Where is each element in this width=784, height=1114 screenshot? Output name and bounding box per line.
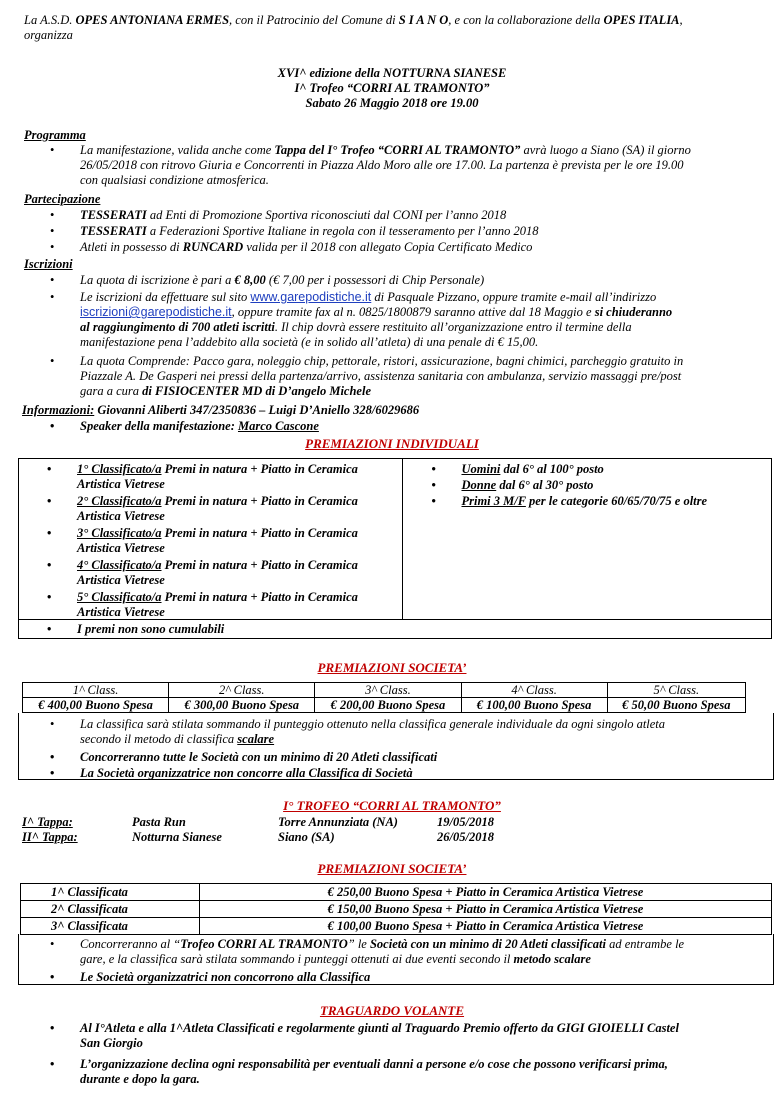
speaker-line (80, 419, 319, 434)
town-name: S I A N O (398, 13, 449, 27)
category-text: dal 6° al 30° posto (496, 478, 594, 492)
classificato-label: 5° Classificato/a (77, 590, 162, 604)
traguardo-text-1b: San Giorgio (80, 1036, 143, 1050)
programma-trofeo: Tappa del I° Trofeo “CORRI AL TRAMONTO” (274, 143, 521, 157)
category-text: per le categorie 60/65/70/75 e oltre (525, 494, 708, 508)
soc2-position: 1^ Classificata (21, 884, 200, 901)
traguardo-heading: TRAGUARDO VOLANTE (319, 1003, 465, 1018)
class-value: € 300,00 Buono Spesa (169, 698, 315, 713)
premiazioni-societa-2-table (20, 883, 772, 935)
programma-heading: Programma (24, 128, 86, 142)
iscrizioni-comprende (80, 354, 760, 399)
tappa-date: 26/05/2018 (437, 830, 494, 844)
premiazioni-individuali-table (18, 458, 772, 639)
intro-organizza: organizza (24, 28, 73, 42)
partecipazione-text-2: a Federazioni Sportive Italiane in regola con il tesseramento per l’anno 2018 (146, 224, 539, 238)
prize-text: Premi in natura + Piatto in Ceramica (161, 462, 358, 476)
soc2-row (21, 884, 772, 901)
soc1-note-2: • Concorreranno tutte le Società con un minimo di 20 Atleti classificati (80, 750, 437, 765)
category-label: Uomini (461, 462, 501, 476)
soc2-note-1f: gare, e la classifica sarà stilata sommando i punteggi ottenuti ai due eventi secondo il (80, 952, 514, 966)
soc2-prize: € 100,00 Buono Spesa + Piatto in Ceramica Artistica Vietrese (200, 918, 772, 935)
intro-line (24, 13, 764, 28)
iscrizioni-fax-text: , oppure tramite fax al n. 0825/1800879 saranno attive dal 18 Maggio e (231, 305, 595, 319)
soc2-row (21, 901, 772, 918)
tappa-name: Notturna Sianese (132, 830, 222, 844)
comprende-line-2: Piazzale A. De Gasperi nei pressi della partenza/arrivo, assistenza sanitaria con ambulanza, servizio massaggi pre/post (80, 369, 682, 383)
email-link[interactable]: iscrizioni@garepodistiche.it (80, 305, 232, 319)
trofeo-heading: I° TROFEO “CORRI AL TRAMONTO” (283, 798, 501, 813)
class-value: € 400,00 Buono Spesa (23, 698, 169, 713)
title-line3: Sabato 26 Maggio 2018 ore 19.00 (305, 96, 479, 110)
prize-text-2: Artistica Vietrese (77, 573, 165, 587)
partecipazione-text-1: ad Enti di Promozione Sportiva riconosciuti dal CONI per l’anno 2018 (146, 208, 507, 222)
prem-ind-left-item (77, 462, 397, 492)
comprende-line-3a: gara a cura (80, 384, 143, 398)
soc1-note-1a: La classifica sarà stilata sommando il punteggio ottenuto nella classifica generale individuale da ogni singolo atleta (80, 717, 666, 731)
fisiocenter-text: di FISIOCENTER MD di D’angelo Michele (142, 384, 371, 398)
programma-item (80, 143, 760, 188)
iscrizioni-modalita (80, 290, 760, 350)
prem-ind-right-item (461, 462, 603, 477)
prem-ind-left-cell (19, 459, 403, 620)
prize-text-2: Artistica Vietrese (77, 541, 165, 555)
prem-ind-note-cell (19, 620, 772, 639)
prem-ind-right-cell (403, 459, 772, 620)
title-line1: XVI^ edizione della NOTTURNA SIANESE (277, 66, 507, 80)
class-value: € 100,00 Buono Spesa (461, 698, 607, 713)
runcard-label: RUNCARD (182, 240, 244, 254)
partecipazione-text-3a: Atleti in possesso di (80, 240, 183, 254)
soc2-prize: € 250,00 Buono Spesa + Piatto in Ceramica Artistica Vietrese (200, 884, 772, 901)
partecipazione-heading: Partecipazione (24, 192, 101, 206)
tappa-date: 19/05/2018 (437, 815, 494, 829)
tappa-tappa: II^ Tappa: (22, 830, 78, 844)
iscrizioni-quota (80, 273, 484, 288)
programma-text-e: con qualsiasi condizione atmosferica. (80, 173, 269, 187)
soc2-note-2: • Le Società organizzatrici non concorrono alla Classifica (80, 970, 370, 985)
soc2-note-1c: ” le (347, 937, 370, 951)
intro-pre: La A.S.D. (24, 13, 76, 27)
prize-text: Premi in natura + Piatto in Ceramica (161, 558, 358, 572)
prem-ind-left-item (77, 494, 397, 524)
traguardo-item-2 (80, 1057, 770, 1087)
intro-mid2: , e con la collaborazione della (448, 13, 604, 27)
quota-chip-text: (€ 7,00 per i possessori di Chip Personale) (265, 273, 485, 287)
tesserati-label: TESSERATI (80, 224, 147, 238)
organizer-name: OPES ANTONIANA ERMES (75, 13, 230, 27)
class-value: € 50,00 Buono Spesa (607, 698, 745, 713)
traguardo-text-1a: Al I°Atleta e alla 1^Atleta Classificati e regolarmente giunti al Traguardo Premio offerto da GIGI GIOIELLI Castel (80, 1021, 679, 1035)
title-line2: I^ Trofeo “CORRI AL TRAMONTO” (294, 81, 490, 95)
prize-text: Premi in natura + Piatto in Ceramica (161, 590, 358, 604)
category-label: Primi 3 M/F (461, 494, 526, 508)
soc2-position: 2^ Classificata (21, 901, 200, 918)
soc2-trofeo: Trofeo CORRI AL TRAMONTO (180, 937, 348, 951)
soc1-note-1 (80, 717, 760, 747)
iscrizioni-limit-text: al raggiungimento di 700 atleti iscritti (80, 320, 275, 334)
classificato-label: 1° Classificato/a (77, 462, 162, 476)
prize-text-2: Artistica Vietrese (77, 605, 165, 619)
soc2-note-1a: Concorreranno al “ (80, 937, 181, 951)
tappa-tappa: I^ Tappa: (22, 815, 73, 829)
prize-text-2: Artistica Vietrese (77, 477, 165, 491)
iscrizioni-heading: Iscrizioni (24, 257, 73, 271)
premiazioni-societa-table (22, 682, 746, 713)
prize-text: Premi in natura + Piatto in Ceramica (161, 526, 358, 540)
classificato-label: 3° Classificato/a (77, 526, 162, 540)
iscrizioni-text-2: di Pasquale Pizzano, oppure tramite e-mail all’indirizzo (371, 290, 657, 304)
informazioni-label: Informazioni: (22, 403, 95, 417)
soc2-position: 3^ Classificata (21, 918, 200, 935)
class-value: € 200,00 Buono Spesa (315, 698, 461, 713)
speaker-name: Marco Cascone (237, 419, 319, 433)
class-header: 5^ Class. (607, 683, 745, 698)
class-header: 1^ Class. (23, 683, 169, 698)
soc2-prize: € 150,00 Buono Spesa + Piatto in Ceramica Artistica Vietrese (200, 901, 772, 918)
iscrizioni-text-1: Le iscrizioni da effettuare sul sito (80, 290, 251, 304)
iscrizioni-chip-text: . Il chip dovrà essere restituito all’organizzazione entro il termine della (274, 320, 632, 334)
category-text: dal 6° al 100° posto (500, 462, 604, 476)
traguardo-text-2b: durante e dopo la gara. (80, 1072, 200, 1086)
soc1-scalare: scalare (237, 732, 275, 746)
soc1-note-1b: secondo il metodo di classifica (80, 732, 238, 746)
traguardo-item-1 (80, 1021, 770, 1051)
category-label: Donne (461, 478, 497, 492)
intro-end: , (679, 13, 683, 27)
informazioni-contacts: Giovanni Aliberti 347/2350836 – Luigi D’Aniello 328/6029686 (94, 403, 420, 417)
programma-text-c: avrà luogo a Siano (SA) il giorno (520, 143, 691, 157)
tappa-place: Torre Annunziata (NA) (278, 815, 398, 829)
partecipazione-item-2 (80, 224, 539, 239)
soc2-row (21, 918, 772, 935)
prem-ind-left-item (77, 590, 397, 620)
classificato-label: 4° Classificato/a (77, 558, 162, 572)
intro-mid: , con il Patrocinio del Comune di (229, 13, 399, 27)
programma-text-a: La manifestazione, valida anche come (80, 143, 275, 157)
informazioni-line (22, 403, 419, 418)
speaker-label: Speaker della manifestazione: (80, 419, 238, 433)
site-link[interactable]: www.garepodistiche.it (250, 290, 372, 304)
soc1-note-3: • La Società organizzatrice non concorre alla Classifica di Società (80, 766, 413, 781)
soc2-note-1 (80, 937, 770, 967)
iscrizioni-close-text: si chiuderanno (594, 305, 673, 319)
programma-text-d: 26/05/2018 con ritrovo Giuria e Concorrenti in Piazza Aldo Moro alle ore 17.00. La partenza è prevista per le ore 19.00 (80, 158, 684, 172)
soc2-minimo: Società con un minimo di 20 Atleti classificati (369, 937, 606, 951)
partecipazione-text-3c: valida per il 2018 con allegato Copia Certificato Medico (243, 240, 533, 254)
partecipazione-item-3 (80, 240, 532, 255)
premiazioni-individuali-heading: PREMIAZIONI INDIVIDUALI (305, 436, 479, 451)
iscrizioni-penale-text: manifestazione pena l’addebito alla società (e in solido all’atleta) di una penale di € 15,00. (80, 335, 539, 349)
premi-non-cumulabili: • I premi non sono cumulabili (77, 622, 224, 637)
partecipazione-item-1 (80, 208, 506, 223)
prem-ind-left-item (77, 558, 397, 588)
soc2-note-1e: ad entrambe le (606, 937, 685, 951)
soc2-metodo-scalare: metodo scalare (513, 952, 591, 966)
classificato-label: 2° Classificato/a (77, 494, 162, 508)
prem-ind-right-item (461, 478, 593, 493)
premiazioni-societa-2-heading: PREMIAZIONI SOCIETA’ (317, 861, 467, 876)
comprende-line-1: La quota Comprende: Pacco gara, noleggio chip, pettorale, ristori, assicurazione, bagni chimici, parcheggio gratuito in (80, 354, 684, 368)
tappa-name: Pasta Run (132, 815, 186, 829)
prize-text-2: Artistica Vietrese (77, 509, 165, 523)
opes-name: OPES ITALIA (603, 13, 680, 27)
tesserati-label: TESSERATI (80, 208, 147, 222)
premiazioni-societa-heading: PREMIAZIONI SOCIETA’ (317, 660, 467, 675)
quota-amount: € 8,00 (234, 273, 266, 287)
tappa-place: Siano (SA) (278, 830, 335, 844)
quota-text: La quota di iscrizione è pari a (80, 273, 235, 287)
prem-ind-left-item (77, 526, 397, 556)
class-header: 3^ Class. (315, 683, 461, 698)
prem-ind-right-item (461, 494, 707, 509)
class-header: 2^ Class. (169, 683, 315, 698)
traguardo-text-2a: L’organizzazione declina ogni responsabilità per eventuali danni a persone e/o cose che possono verificarsi prima, (80, 1057, 668, 1071)
class-header: 4^ Class. (461, 683, 607, 698)
prize-text: Premi in natura + Piatto in Ceramica (161, 494, 358, 508)
